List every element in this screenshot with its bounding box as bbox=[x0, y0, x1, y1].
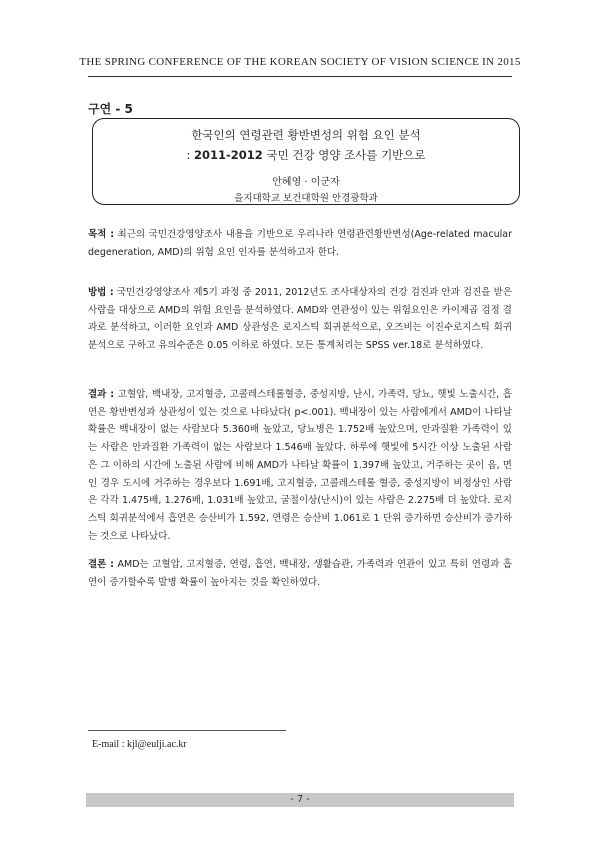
subtitle-years: 2011-2012 bbox=[194, 148, 263, 162]
email-footnote: E-mail : kjl@eulji.ac.kr bbox=[92, 739, 187, 750]
method-label: 방법 : bbox=[88, 287, 114, 298]
running-header: THE SPRING CONFERENCE OF THE KOREAN SOCIETY OF VISION SCIENCE IN 2015 bbox=[79, 56, 521, 68]
page-number-bar bbox=[86, 793, 514, 807]
result-paragraph bbox=[88, 386, 512, 545]
paper-subtitle bbox=[93, 147, 519, 163]
title-box bbox=[92, 118, 520, 205]
conclusion-label: 결론 : bbox=[88, 559, 114, 570]
result-text: 고혈압, 백내장, 고지혈증, 고콜레스테롤혈증, 중성지방, 난시, 가족력, 당뇨, 햇빛 노출시간, 흡연은 황반변성과 상관성이 있는 것으로 나타났다( p<.001). 백내장이 있는 사람에게서 AMD이 나타날 확률은 백내장이 없는 사람보다 5.360배 높았고, 당뇨병은 1.752배 높았으며, 안과질환 가족력이 있는 사람은 안과질환 가족력이 없는 사람보다 1.546배 높았다. 하루에 햇빛에 5시간 이상 노출된 사람은 그 이하의 시간에 노출된 사람에 비해 AMD가 나타날 확률이 1.397배 높았고, 거주하는 곳이 읍, 면인 경우 도시에 거주하는 경우보다 1.691배, 고지혈증, 고콜레스테롤 혈증, 중성지방이 비정상인 사람은 각각 1.475배, 1.276배, 1.031배 높았고, 굴절이상(난시)이 있는 사람은 2.275배 더 높았다. 로지스틱 회귀분석에서 흡연은 승산비가 1.592, 연령은 승산비 1.061로 1 단위 증가하면 승산비가 증가하는 것으로 나타났다. bbox=[88, 389, 512, 542]
footnote-rule bbox=[88, 730, 286, 731]
method-paragraph bbox=[88, 284, 512, 355]
section-label: 구연 - 5 bbox=[88, 102, 133, 116]
purpose-paragraph bbox=[88, 226, 512, 261]
method-text: 국민건강영양조사 제5기 과정 중 2011, 2012년도 조사대상자의 건강 검진과 안과 검진을 받은 사람을 대상으로 AMD의 위험 요인을 분석하였다. AMD와 연관성이 있는 위험요인은 카이제곱 검정 결과로 분석하고, 이러한 요인과 AMD 상관성은 로지스틱 회귀분석으로, 오즈비는 이진수로지스틱 회귀분석으로 구하고 유의수준은 0.05 이하로 하였다. 모든 통계처리는 SPSS ver.18로 분석하였다. bbox=[88, 287, 512, 352]
authors: 안혜영 · 이군자 bbox=[272, 177, 340, 188]
page-number: - 7 - bbox=[290, 794, 310, 805]
affiliation: 을지대학교 보건대학원 안경광학과 bbox=[234, 193, 378, 204]
conclusion-text: AMD는 고혈압, 고지혈증, 연령, 흡연, 백내장, 생활습관, 가족력과 연관이 있고 특히 연령과 흡연이 증가할수록 발병 확률이 높아지는 것을 확인하였다. bbox=[88, 559, 513, 588]
purpose-text: 최근의 국민건강영양조사 내용을 기반으로 우리나라 연령관련황반변성(Age-related macular degeneration, AMD)의 위험 요인 인자를 분석하고자 한다. bbox=[88, 229, 512, 258]
paper-title: 한국인의 연령관련 황반변성의 위험 요인 분석 bbox=[191, 128, 421, 142]
subtitle-rest: 국민 건강 영양 조사를 기반으로 bbox=[262, 148, 426, 162]
subtitle-prefix: : bbox=[186, 148, 195, 162]
result-label: 결과 : bbox=[88, 389, 115, 400]
purpose-label: 목적 : bbox=[88, 229, 114, 240]
conclusion-paragraph bbox=[88, 556, 512, 591]
header-rule bbox=[88, 76, 512, 77]
